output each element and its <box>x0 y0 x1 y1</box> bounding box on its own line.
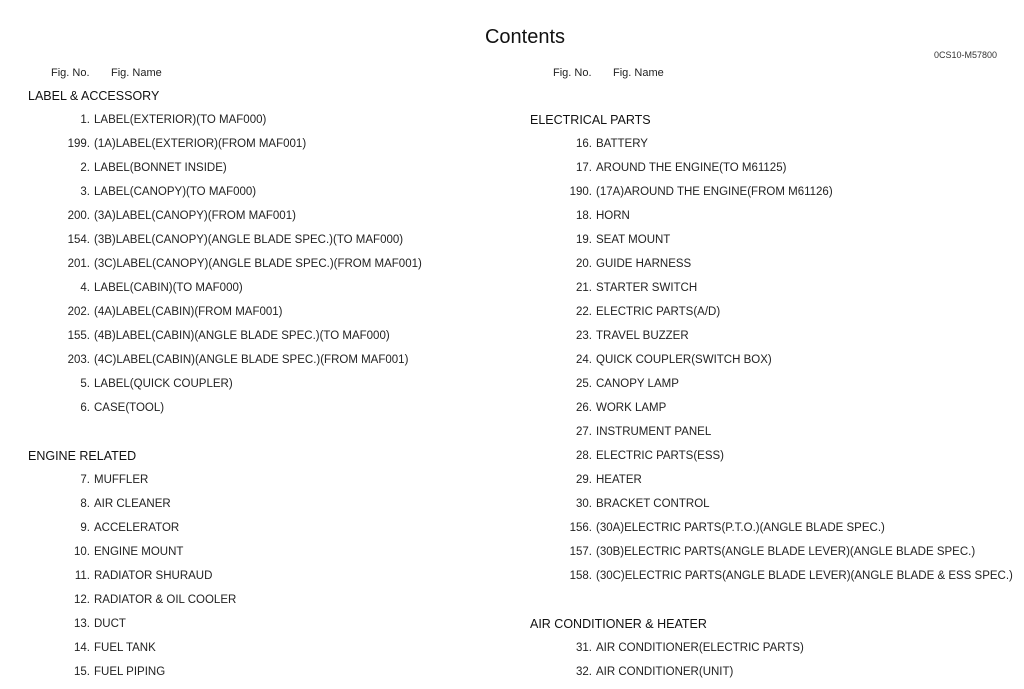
fig-name: (3A)LABEL(CANOPY)(FROM MAF001) <box>94 210 296 222</box>
fig-name: GUIDE HARNESS <box>596 258 692 270</box>
contents-entry[interactable] <box>530 444 1010 468</box>
contents-column-left <box>28 84 508 684</box>
fig-name: (30A)ELECTRIC PARTS(P.T.O.)(ANGLE BLADE SPEC.) <box>596 522 885 534</box>
fig-number: 1. <box>80 114 90 126</box>
fig-number: 203. <box>67 354 90 366</box>
fig-name: ELECTRIC PARTS(ESS) <box>596 450 725 462</box>
fig-number: 32. <box>576 666 592 678</box>
contents-entry[interactable] <box>28 468 508 492</box>
contents-entry[interactable] <box>28 228 508 252</box>
fig-name: LABEL(EXTERIOR)(TO MAF000) <box>94 114 267 126</box>
section-spacer <box>530 84 1010 108</box>
contents-entry[interactable] <box>530 300 1010 324</box>
fig-number: 29. <box>576 474 592 486</box>
fig-name: AROUND THE ENGINE(TO M61125) <box>596 162 787 174</box>
fig-name: (4A)LABEL(CABIN)(FROM MAF001) <box>94 306 283 318</box>
fig-number: 2. <box>80 162 90 174</box>
column-header-fig-name: Fig. Name <box>613 67 664 79</box>
contents-entry[interactable] <box>28 204 508 228</box>
fig-number: 5. <box>80 378 90 390</box>
contents-entry[interactable] <box>28 132 508 156</box>
fig-name: (30C)ELECTRIC PARTS(ANGLE BLADE LEVER)(ANGLE BLADE & ESS SPEC.) <box>596 570 1013 582</box>
contents-entry[interactable] <box>28 324 508 348</box>
fig-number: 190. <box>569 186 592 198</box>
section-spacer <box>28 420 508 444</box>
contents-column-right <box>530 84 1013 684</box>
contents-entry[interactable] <box>530 156 1010 180</box>
fig-name: LABEL(CABIN)(TO MAF000) <box>94 282 243 294</box>
fig-number: 8. <box>80 498 90 510</box>
contents-entry[interactable] <box>28 612 508 636</box>
fig-number: 18. <box>576 210 592 222</box>
fig-name: WORK LAMP <box>596 402 667 414</box>
fig-number: 16. <box>576 138 592 150</box>
fig-name: INSTRUMENT PANEL <box>596 426 712 438</box>
contents-entry[interactable] <box>530 540 1010 564</box>
contents-entry[interactable] <box>28 564 508 588</box>
fig-number: 27. <box>576 426 592 438</box>
contents-entry[interactable] <box>530 372 1010 396</box>
fig-number: 22. <box>576 306 592 318</box>
contents-entry[interactable] <box>530 180 1010 204</box>
section-title: ENGINE RELATED <box>28 449 137 463</box>
contents-entry[interactable] <box>530 276 1010 300</box>
fig-name: (1A)LABEL(EXTERIOR)(FROM MAF001) <box>94 138 307 150</box>
fig-number: 28. <box>576 450 592 462</box>
fig-name: HEATER <box>596 474 642 486</box>
fig-number: 12. <box>74 594 90 606</box>
fig-name: FUEL TANK <box>94 642 156 654</box>
column-header-fig-name: Fig. Name <box>111 67 162 79</box>
fig-name: TRAVEL BUZZER <box>596 330 689 342</box>
section-title: ELECTRICAL PARTS <box>530 113 651 127</box>
fig-name: (4B)LABEL(CABIN)(ANGLE BLADE SPEC.)(TO MAF000) <box>94 330 390 342</box>
contents-entry[interactable] <box>28 180 508 204</box>
column-header-fig-no: Fig. No. <box>51 67 90 79</box>
contents-entry[interactable] <box>28 540 508 564</box>
fig-name: ENGINE MOUNT <box>94 546 184 558</box>
fig-number: 14. <box>74 642 90 654</box>
fig-number: 30. <box>576 498 592 510</box>
fig-name: ACCELERATOR <box>94 522 180 534</box>
contents-entry[interactable] <box>28 636 508 660</box>
fig-number: 31. <box>576 642 592 654</box>
contents-entry[interactable] <box>530 468 1010 492</box>
fig-name: ELECTRIC PARTS(A/D) <box>596 306 721 318</box>
page-title: Contents <box>484 26 566 48</box>
fig-number: 6. <box>80 402 90 414</box>
section-title: AIR CONDITIONER & HEATER <box>530 617 707 631</box>
contents-entry[interactable] <box>530 420 1010 444</box>
fig-name: BATTERY <box>596 138 648 150</box>
contents-entry[interactable] <box>530 324 1010 348</box>
fig-name: AIR CLEANER <box>94 498 171 510</box>
contents-entry[interactable] <box>28 396 508 420</box>
fig-name: (3B)LABEL(CANOPY)(ANGLE BLADE SPEC.)(TO MAF000) <box>94 234 404 246</box>
contents-entry[interactable] <box>530 636 1010 660</box>
contents-entry[interactable] <box>530 132 1010 156</box>
column-header-fig-no: Fig. No. <box>553 67 592 79</box>
fig-number: 26. <box>576 402 592 414</box>
fig-number: 21. <box>576 282 592 294</box>
contents-entry[interactable] <box>530 348 1010 372</box>
fig-name: LABEL(QUICK COUPLER) <box>94 378 233 390</box>
fig-number: 15. <box>74 666 90 678</box>
contents-entry[interactable] <box>28 276 508 300</box>
fig-number: 201. <box>67 258 90 270</box>
contents-entry[interactable] <box>28 156 508 180</box>
fig-name: CANOPY LAMP <box>596 378 679 390</box>
contents-entry[interactable] <box>28 108 508 132</box>
fig-name: (3C)LABEL(CANOPY)(ANGLE BLADE SPEC.)(FROM MAF001) <box>94 258 422 270</box>
fig-number: 4. <box>80 282 90 294</box>
contents-entry[interactable] <box>530 252 1010 276</box>
fig-name: AIR CONDITIONER(UNIT) <box>596 666 734 678</box>
contents-entry[interactable] <box>530 204 1010 228</box>
contents-entry[interactable] <box>28 252 508 276</box>
fig-number: 157. <box>569 546 592 558</box>
contents-entry[interactable] <box>28 588 508 612</box>
contents-entry[interactable] <box>530 228 1010 252</box>
fig-number: 202. <box>67 306 90 318</box>
fig-number: 23. <box>576 330 592 342</box>
fig-name: DUCT <box>94 618 126 630</box>
fig-number: 199. <box>67 138 90 150</box>
fig-name: RADIATOR & OIL COOLER <box>94 594 237 606</box>
fig-name: LABEL(BONNET INSIDE) <box>94 162 227 174</box>
fig-number: 9. <box>80 522 90 534</box>
fig-number: 154. <box>67 234 90 246</box>
contents-entry[interactable] <box>530 516 1010 540</box>
fig-number: 11. <box>74 570 90 582</box>
contents-entry[interactable] <box>530 660 1010 684</box>
fig-name: AIR CONDITIONER(ELECTRIC PARTS) <box>596 642 804 654</box>
contents-entry[interactable] <box>530 564 1013 588</box>
fig-name: (4C)LABEL(CABIN)(ANGLE BLADE SPEC.)(FROM MAF001) <box>94 354 409 366</box>
section-spacer <box>530 588 1010 612</box>
fig-name: CASE(TOOL) <box>94 402 165 414</box>
fig-name: SEAT MOUNT <box>596 234 671 246</box>
contents-entry[interactable] <box>28 492 508 516</box>
fig-name: RADIATOR SHURAUD <box>94 570 213 582</box>
fig-name: HORN <box>596 210 630 222</box>
fig-number: 7. <box>80 474 90 486</box>
contents-entry[interactable] <box>28 516 508 540</box>
fig-number: 20. <box>576 258 592 270</box>
fig-name: BRACKET CONTROL <box>596 498 710 510</box>
contents-entry[interactable] <box>28 372 508 396</box>
contents-entry[interactable] <box>28 300 508 324</box>
contents-entry[interactable] <box>28 348 508 372</box>
fig-number: 25. <box>576 378 592 390</box>
fig-number: 17. <box>576 162 592 174</box>
fig-name: MUFFLER <box>94 474 149 486</box>
fig-number: 3. <box>80 186 90 198</box>
fig-number: 13. <box>74 618 90 630</box>
fig-name: FUEL PIPING <box>94 666 166 678</box>
section-title: LABEL & ACCESSORY <box>28 89 160 103</box>
fig-number: 200. <box>67 210 90 222</box>
fig-name: QUICK COUPLER(SWITCH BOX) <box>596 354 772 366</box>
fig-name: (17A)AROUND THE ENGINE(FROM M61126) <box>596 186 833 198</box>
document-id: 0CS10-M57800 <box>933 50 997 60</box>
fig-name: (30B)ELECTRIC PARTS(ANGLE BLADE LEVER)(ANGLE BLADE SPEC.) <box>596 546 976 558</box>
contents-entry[interactable] <box>530 396 1010 420</box>
fig-number: 156. <box>569 522 592 534</box>
fig-name: LABEL(CANOPY)(TO MAF000) <box>94 186 257 198</box>
fig-name: STARTER SWITCH <box>596 282 698 294</box>
fig-number: 19. <box>576 234 592 246</box>
fig-number: 24. <box>576 354 592 366</box>
fig-number: 155. <box>67 330 90 342</box>
fig-number: 158. <box>569 570 592 582</box>
fig-number: 10. <box>74 546 90 558</box>
contents-entry[interactable] <box>530 492 1010 516</box>
contents-entry[interactable] <box>28 660 508 684</box>
